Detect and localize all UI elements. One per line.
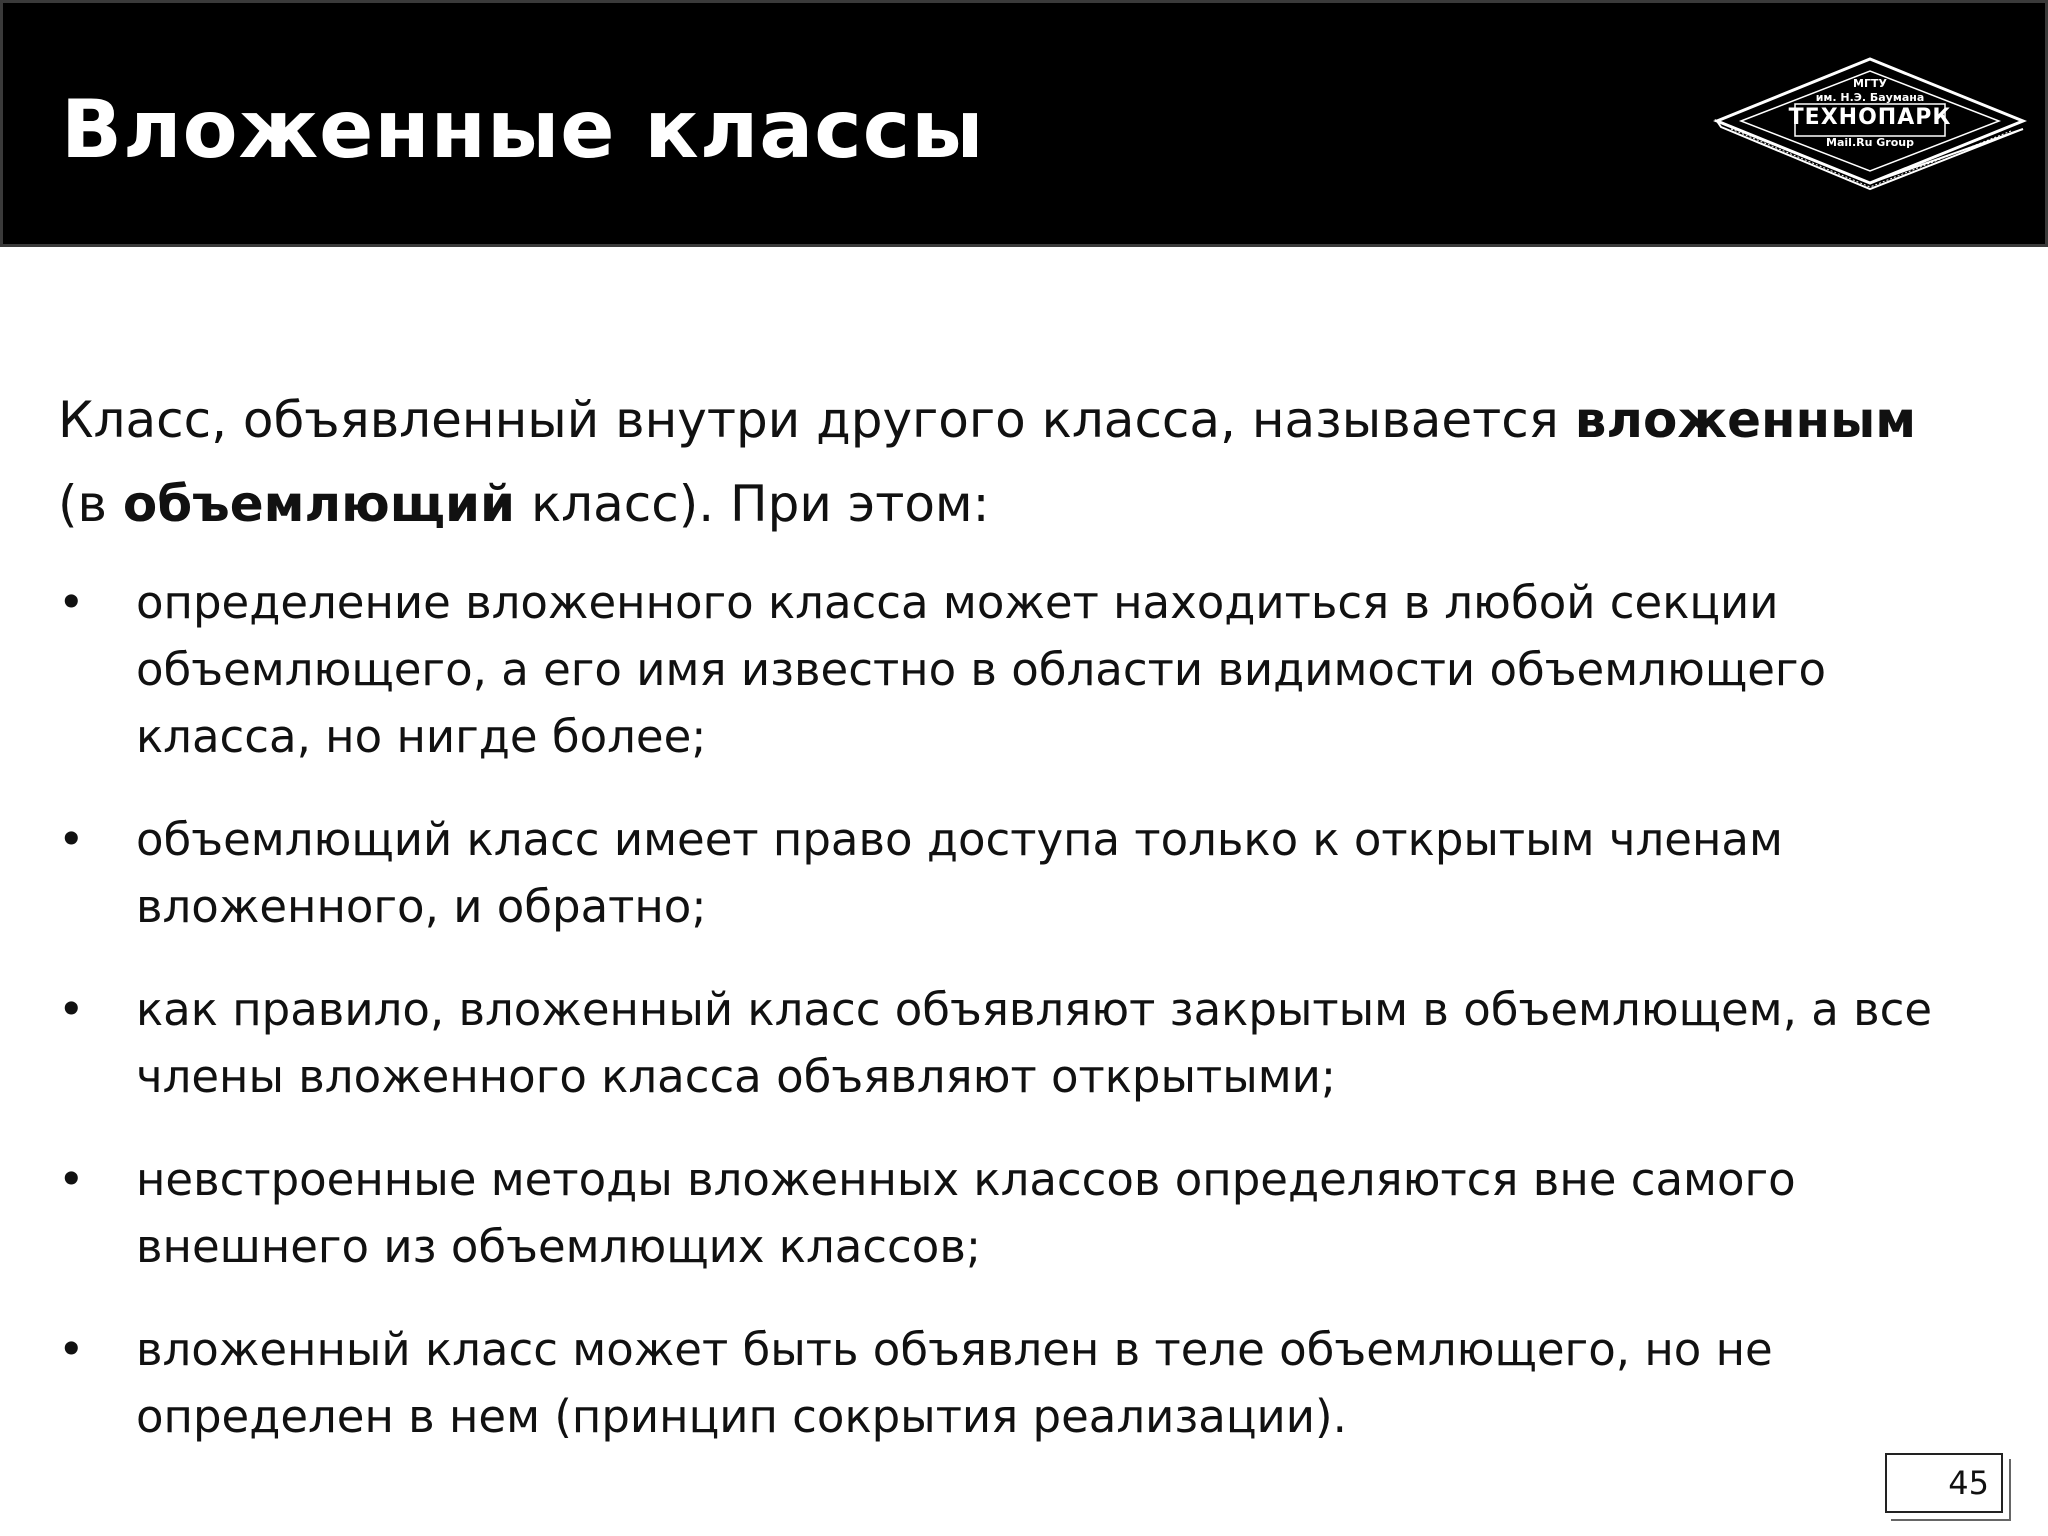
bullet-text: невстроенные методы вложенных классов определяются вне самого внешнего из объемлющих классов; <box>136 1153 1796 1273</box>
technopark-logo <box>1711 55 2029 197</box>
intro-text-3: класс). При этом: <box>515 475 990 533</box>
slide-title: Вложенные классы <box>61 83 985 176</box>
intro-text-1: Класс, объявленный внутри другого класса, называется <box>58 391 1575 449</box>
bullet-text: определение вложенного класса может находиться в любой секции объемлющего, а его имя известно в области видимости объемлющего класса, но нигде более; <box>136 576 1827 763</box>
slide-header <box>0 0 2048 247</box>
intro-paragraph <box>58 378 1958 546</box>
list-item <box>58 806 1958 940</box>
intro-text-2: (в <box>58 475 123 533</box>
logo-name: ТЕХНОПАРК <box>1788 105 1952 130</box>
page-number-badge <box>1885 1453 2003 1513</box>
bullet-text: объемлющий класс имеет право доступа только к открытым членам вложенного, и обратно; <box>136 813 1783 933</box>
bullet-icon: • <box>58 1153 85 1206</box>
intro-bold-term-2: объемлющий <box>122 475 516 533</box>
slide-content <box>58 378 1958 1450</box>
bullet-icon: • <box>58 983 85 1036</box>
bullet-icon: • <box>58 576 85 629</box>
bullet-text: вложенный класс может быть объявлен в теле объемлющего, но не определен в нем (принцип сокрытия реализации). <box>136 1323 1773 1443</box>
list-item <box>58 569 1958 770</box>
list-item <box>58 1316 1958 1450</box>
bullet-list <box>58 569 1958 1450</box>
list-item <box>58 1146 1958 1280</box>
logo-org-line1: МГТУ <box>1853 77 1887 90</box>
page-number: 45 <box>1948 1464 1989 1502</box>
intro-bold-term-1: вложенным <box>1574 391 1917 449</box>
logo-subtitle: Mail.Ru Group <box>1826 136 1914 149</box>
bullet-text: как правило, вложенный класс объявляют закрытым в объемлющем, а все члены вложенного класса объявляют открытыми; <box>136 983 1933 1103</box>
bullet-icon: • <box>58 1323 85 1376</box>
list-item <box>58 976 1958 1110</box>
bullet-icon: • <box>58 813 85 866</box>
logo-org-line2: им. Н.Э. Баумана <box>1815 91 1925 104</box>
